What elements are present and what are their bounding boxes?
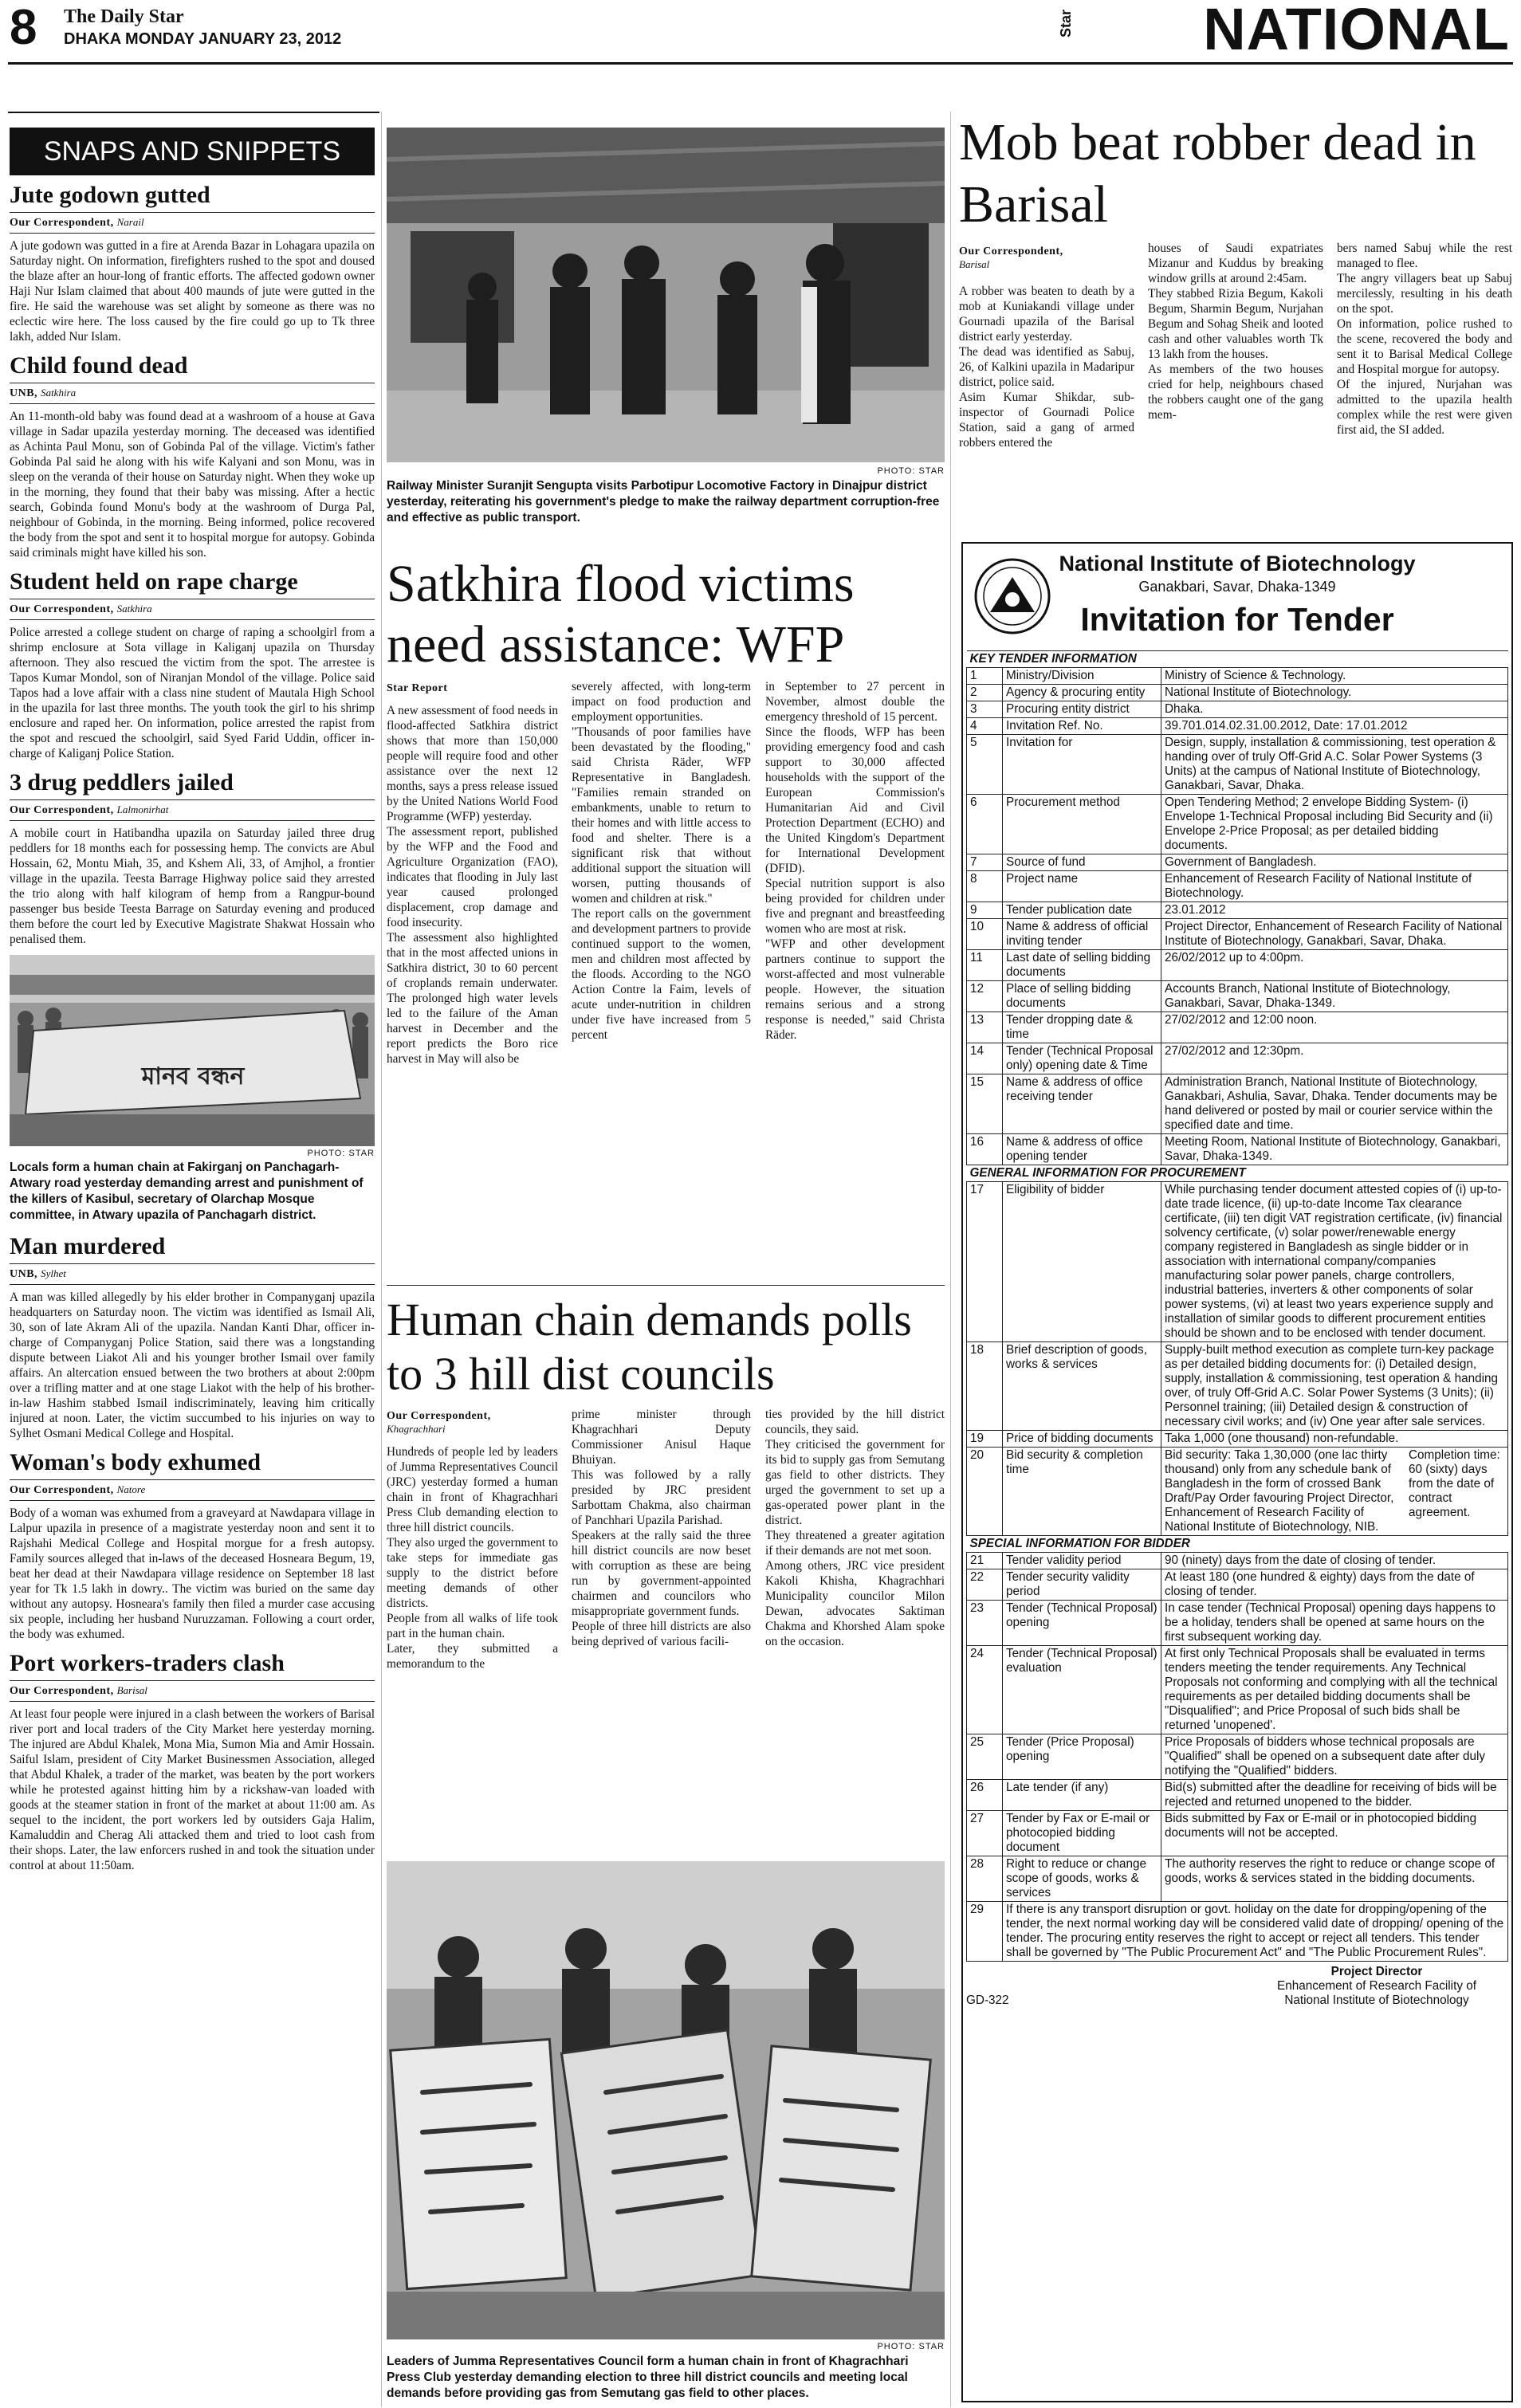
- snippet-rule: [10, 403, 375, 404]
- snippet-rule: [10, 1680, 375, 1681]
- tender-table: [966, 650, 1508, 1962]
- tender-notice: [961, 542, 1513, 2402]
- row-key: Tender (Technical Proposal) evaluation: [1003, 1646, 1161, 1734]
- article-text: bers named Sabuj while the rest managed to flee. The angry villagers beat up Sabuj mercilessly, resulting in his death on the spot. On information, police rushed to the scene, recovered the body and sent it to Barisal Medical College and Hospital morgue for autopsy. Of the injured, Nurjahan was admitted to the upazila health complex while the rest were given first aid, the SI added.: [1337, 242, 1512, 437]
- row-value: Supply-built method execution as complete turn-key package as per detailed bidding documents for: (i) Detailed design, supply, installation & commissioning, test operation & handing over, of truly Off-Grid A.C. Solar Power Systems (3 Units); (ii) Personnel training; (iii) Detailed design & construction of necessary civil works; and (iv) One year after sale services.: [1161, 1342, 1508, 1431]
- tender-row: [967, 854, 1508, 871]
- byline-location: Satkhira: [41, 387, 77, 399]
- tender-row: [967, 1431, 1508, 1448]
- article-text: A robber was beaten to death by a mob at Kuniakandi village under Gournadi upazila of the Barisal district early yesterday. The dead was identified as Sabuj, 26, of Kalkini upazila in Madaripur district, police said. Asim Kumar Shikdar, sub-inspector of Gournadi Police Station, said a gang of armed robbers entered the: [959, 285, 1134, 450]
- row-number: 7: [967, 854, 1003, 871]
- snippet: [10, 1650, 375, 1873]
- factory-visit-illustration: [387, 128, 945, 462]
- byline-location: Natore: [116, 1483, 146, 1495]
- completion-time: Completion time: 60 (sixty) days from the date of contract agreement.: [1409, 1448, 1500, 1519]
- tender-address: Ganakbari, Savar, Dhaka-1349: [1138, 579, 1336, 595]
- row-key: Eligibility of bidder: [1003, 1182, 1161, 1342]
- snippet-headline: Child found dead: [10, 352, 188, 379]
- satkhira-col-3: [765, 679, 945, 1043]
- row-key: Tender validity period: [1003, 1553, 1161, 1569]
- tender-section-header: [967, 651, 1508, 668]
- byline-text: Our Correspondent,: [959, 246, 1063, 257]
- tender-header: [966, 547, 1508, 650]
- snippet-headline: Student held on rape charge: [10, 568, 298, 595]
- khagrachhari-photo-caption: Leaders of Jumma Representatives Council form a human chain in front of Khagrachhari Press Club yesterday demanding election to three hill district councils and meeting local demands before providing gas from Semutang gas field to other places.: [387, 2355, 909, 2400]
- row-key: Invitation for: [1003, 735, 1161, 795]
- snippet: [10, 1449, 375, 1642]
- satkhira-col-2: [572, 679, 751, 1043]
- snippet-body: A jute godown was gutted in a fire at Arenda Bazar in Lohagara upazila on Saturday night. On information, firefighters rushed to the spot and doused the blaze after an hour-long of frantic efforts. The affected godown owner Haji Nur Islam claimed that about 400 maunds of jute were gutted in the fire. He said the warehouse was set alight by someone as there was no eclectic wire here. The loss caused by the fire could go up to Tk three lakh, added Nur Islam.: [10, 239, 375, 344]
- article-text: ties provided by the hill district councils, they said. They criticised the government for its bid to supply gas from Semutang gas field to other districts. They urged the government to set up a gas-operated power plant in the district. They threatened a greater agitation if their demands are not met soon. Among others, JRC vice president Kakoli Khisha, Khagrachhari Municipality councilor Milon Dewan, advocates Saktiman Chakma and Khorshed Alam spoke on the occasion.: [765, 1408, 945, 1648]
- article-text: houses of Saudi expatriates Mizanur and Kuddus by breaking window grills at around 2:45am. They stabbed Rizia Begum, Kakoli Begum, Sharmin Begum, Nurjahan Begum and Sohag Sheik and looted cash and other valuables worth Tk 13 lakh from the houses. As members of the two houses cried for help, neighbours chased the robbers caught one of the gang mem-: [1148, 242, 1323, 422]
- tender-row: [967, 1012, 1508, 1043]
- snippet-headline: 3 drug peddlers jailed: [10, 769, 234, 795]
- railway-photo: [387, 128, 945, 462]
- humanchain-col-1: [387, 1444, 558, 1671]
- snippet-byline: [10, 1267, 375, 1281]
- row-number: 15: [967, 1074, 1003, 1134]
- row-key: Name & address of office receiving tender: [1003, 1074, 1161, 1134]
- row-number: 1: [967, 668, 1003, 685]
- snippet-headline: Jute godown gutted: [10, 182, 210, 208]
- row-number: 23: [967, 1601, 1003, 1646]
- row-number: 17: [967, 1182, 1003, 1342]
- tender-row: [967, 735, 1508, 795]
- row-number: 26: [967, 1780, 1003, 1811]
- tender-row: [967, 668, 1508, 685]
- mob-col-1: [959, 284, 1134, 450]
- row-number: 12: [967, 981, 1003, 1012]
- mob-col-3: [1337, 241, 1512, 438]
- gd-number: GD-322: [966, 1994, 1009, 2007]
- tender-row: [967, 1569, 1508, 1601]
- snippet-rule: [10, 820, 375, 821]
- row-key: Name & address of office opening tender: [1003, 1134, 1161, 1165]
- snippet-byline: [10, 1684, 375, 1698]
- snippet-body: At least four people were injured in a clash between the workers of Barisal river port and local traders of the City Market here yesterday morning. The injured are Abdul Khalek, Mona Mia, Sumon Mia and Amir Hossain. Saiful Islam, president of City Market Businessmen Association, alleged that Abdul Khalek, a trader of the market, was beaten by the port workers while he protested against hitting him by a rickshaw-van loaded with goods at the steamer station in front of the market at about 11:00 am. As sequel to the incident, the port workers led by outsiders Gaja Halim, Kamaluddin and Cherag Ali attacked them and tried to loot cash from their shops. Later, the law enforcers rushed in and took the situation under control at about 11:50am.: [10, 1707, 375, 1872]
- byline-location: Sylhet: [41, 1267, 66, 1279]
- snippet-headline: Man murdered: [10, 1233, 166, 1259]
- row-value: National Institute of Biotechnology.: [1161, 685, 1508, 701]
- tender-row: [967, 902, 1508, 919]
- row-value: Price Proposals of bidders whose technical proposals are "Qualified" shall be opened on a subsequent date after duly notifying the "Qualified" bidders.: [1161, 1734, 1508, 1780]
- tender-row: [967, 718, 1508, 735]
- satkhira-col-1: [387, 703, 558, 1067]
- photo-credit: PHOTO: STAR: [307, 1149, 375, 1158]
- row-value: Taka 1,000 (one thousand) non-refundable.: [1161, 1431, 1508, 1448]
- row-number: 6: [967, 795, 1003, 854]
- section-label: KEY TENDER INFORMATION: [967, 651, 1508, 668]
- tender-row: [967, 1553, 1508, 1569]
- row-key: Last date of selling bidding documents: [1003, 950, 1161, 981]
- tender-row: [967, 1780, 1508, 1811]
- tender-row: [967, 1734, 1508, 1780]
- byline-text: Our Correspondent,: [10, 1484, 114, 1496]
- snaps-items: [10, 182, 375, 947]
- snippet-byline: [10, 216, 375, 230]
- row-number: 4: [967, 718, 1003, 735]
- article-text: in September to 27 percent in November, almost double the emergency threshold of 15 percent. Since the floods, WFP has been providing emergency food and cash support to 30,000 affected households with the support of the European Commission's Humanitarian Aid and Civil Protection Department (ECHO) and the United Kingdom's Department for International Development (DFID). Special nutrition support is also being provided for children under five and pregnant and breastfeeding women who are most at risk. "WFP and other development partners continue to support the worst-affected and most vulnerable people. However, the situation remains serious and a strong response is needed," said Christa Räder.: [765, 680, 945, 1042]
- snippet-rule: [10, 1701, 375, 1702]
- tender-row: [967, 685, 1508, 701]
- snippet-byline: [10, 387, 375, 400]
- row-value: At first only Technical Proposals shall be evaluated in terms tenders meeting the tender requirements. Any Technical Proposals not conforming and complying with all the technical requirements as per detailed bidding documents shall be "Disqualified"; and Price Proposal of such bids shall be returned 'unopened'.: [1161, 1646, 1508, 1734]
- railway-photo-credit: PHOTO: STAR: [877, 466, 945, 476]
- row-key: Tender publication date: [1003, 902, 1161, 919]
- row-number: 18: [967, 1342, 1003, 1431]
- mob-col-2: [1148, 241, 1323, 422]
- tender-row: [967, 950, 1508, 981]
- snippet-rule: [10, 212, 375, 213]
- row-key: Agency & procuring entity: [1003, 685, 1161, 701]
- mob-headline: Mob beat robber dead in Barisal: [959, 113, 1476, 234]
- row-number: 10: [967, 919, 1003, 950]
- humanchain-col-2: [572, 1407, 751, 1649]
- tender-row: [967, 1182, 1508, 1342]
- row-number: 2: [967, 685, 1003, 701]
- tender-row: [967, 1601, 1508, 1646]
- byline-location: Khagrachhari: [387, 1423, 446, 1435]
- row-number: 13: [967, 1012, 1003, 1043]
- snippet-byline: [10, 1483, 375, 1497]
- row-value: 23.01.2012: [1161, 902, 1508, 919]
- byline-text: Our Correspondent,: [10, 603, 114, 615]
- signature-line: Enhancement of Research Facility of: [1277, 1979, 1476, 1993]
- snippet: [10, 769, 375, 947]
- row-value: [1161, 1448, 1508, 1536]
- snippet-body: A mobile court in Hatibandha upazila on Saturday jailed three drug peddlers for 18 months each for possessing hemp. The convicts are Abul Hossain, 62, Montu Miah, 35, and Kshem Ali, 33, of Amjhol, a frontier village in the upazila. Teesta Barrage Highway police said they arrested the trio along with half kilogram of hemp from a Rangpur-bound passenger bus beside Teesta Barrage on Saturday evening and produced them before the court led by Executive Magistrate Shakwat Hossain who penalised them.: [10, 827, 375, 946]
- row-value: The authority reserves the right to reduce or change scope of goods, works & services stated in the bidding documents.: [1161, 1856, 1508, 1902]
- snippet-rule: [10, 619, 375, 620]
- row-key: Procurement method: [1003, 795, 1161, 854]
- row-value: 26/02/2012 up to 4:00pm.: [1161, 950, 1508, 981]
- row-number: 28: [967, 1856, 1003, 1902]
- snippet-body: Body of a woman was exhumed from a graveyard at Nawdapara village in Lalpur upazila in presence of a magistrate yesterday noon and sent it to Rajshahi Medical College and Hospital morgue for a fresh autopsy. Family sources alleged that in-laws of the deceased Hosneara Begum, 19, beat her dead at their Nawdapara village residence on September 18 last year for Tk 1.5 lakh in dowry.. The victim was buried on the same day without any autopsy. Hosneara's family then filed a murder case accusing six people, including her husband Nuruzzaman. Following a court order, the body was exhumed.: [10, 1506, 375, 1641]
- tender-row: [967, 1074, 1508, 1134]
- row-key: Ministry/Division: [1003, 668, 1161, 685]
- row-key: Invitation Ref. No.: [1003, 718, 1161, 735]
- section-title: NATIONAL: [1203, 0, 1510, 62]
- snippet-rule: [10, 799, 375, 800]
- row-key: Source of fund: [1003, 854, 1161, 871]
- byline-location: Barisal: [959, 258, 990, 270]
- row-number: 24: [967, 1646, 1003, 1734]
- tender-org: National Institute of Biotechnology: [1059, 552, 1416, 575]
- tender-section-header: [967, 1536, 1508, 1553]
- row-key: Tender (Technical Proposal only) opening date & Time: [1003, 1043, 1161, 1074]
- tender-row: [967, 1811, 1508, 1856]
- tender-row: [967, 795, 1508, 854]
- row-key: Brief description of goods, works & services: [1003, 1342, 1161, 1431]
- signature-block: [1277, 1965, 1476, 2008]
- article-text: Hundreds of people led by leaders of Jumma Representatives Council (JRC) yesterday formed a human chain in front of Khagrachhari Press Club demanding election to three hill district councils. They also urged the government to take steps for immediate gas supply to the district before meeting demands of other districts. People from all walks of life took part in the human chain. Later, they submitted a memorandum to the: [387, 1445, 558, 1671]
- page-number: 8: [10, 0, 37, 55]
- row-key: Project name: [1003, 871, 1161, 902]
- tender-row: [967, 1134, 1508, 1165]
- byline-location: Narail: [116, 216, 144, 228]
- row-key: Late tender (if any): [1003, 1780, 1161, 1811]
- snippet-byline: [10, 603, 375, 616]
- byline-text: UNB,: [10, 1268, 38, 1280]
- row-number: 16: [967, 1134, 1003, 1165]
- satkhira-headline: Satkhira flood victims need assistance: WFP: [387, 555, 855, 674]
- article-text: prime minister through Khagrachhari Deputy Commissioner Anisul Haque Bhuiyan. This was followed by a rally presided by JRC president Sarbottam Chakma, also chairman of Panchhari Upazila Parishad. Speakers at the rally said the three hill district councils are now beset with corruption as these are being run by government-appointed chairmen and councilors who misappropriate government funds. People of three hill districts are also being deprived of various facili-: [572, 1408, 751, 1648]
- khagrachhari-photo-credit: PHOTO: STAR: [877, 2342, 945, 2351]
- tender-section-header: [967, 1165, 1508, 1182]
- row-value: Project Director, Enhancement of Research Facility of National Institute of Biotechnology, Ganakbari, Savar, Dhaka.: [1161, 919, 1508, 950]
- row-number: 27: [967, 1811, 1003, 1856]
- row-value: 27/02/2012 and 12:30pm.: [1161, 1043, 1508, 1074]
- mob-byline: [959, 246, 1134, 272]
- row-value: Ministry of Science & Technology.: [1161, 668, 1508, 685]
- row-value: Open Tendering Method; 2 envelope Bidding System- (i) Envelope 1-Technical Proposal including Bid Security and (ii) Envelope 2-Price Proposal; as per detailed bidding documents.: [1161, 795, 1508, 854]
- row-value: 39.701.014.02.31.00.2012, Date: 17.01.2012: [1161, 718, 1508, 735]
- tender-row: [967, 1448, 1508, 1536]
- snaps-column: [10, 128, 375, 1881]
- row-value: While purchasing tender document attested copies of (i) up-to-date trade licence, (ii) up-to-date Income Tax clearance certificate, (iii) ten digit VAT registration certificate, (iv) financial solvency certificate, (v) solar power/renewable energy company registered in Bangladesh as single bidder or in association with international company/companies manufacturing solar power panels, charge controllers, industrial batteries, inverters & other components of solar power systems, (vi) at least two years experience supply and installation of similar goods to different procurement entities should be shown and to be enclosed with tender document.: [1161, 1182, 1508, 1342]
- paper-name: The Daily Star: [64, 6, 184, 27]
- snippet: [10, 352, 375, 560]
- tender-footer: [966, 1965, 1508, 2008]
- row-key: Bid security & completion time: [1003, 1448, 1161, 1536]
- railway-photo-caption: Railway Minister Suranjit Sengupta visits Parbotipur Locomotive Factory in Dinajpur district yesterday, reiterating his government's pledge to make the railway department corruption-free and effective as public transport.: [387, 479, 940, 524]
- tender-title: Invitation for Tender: [1080, 601, 1394, 638]
- section-label: SPECIAL INFORMATION FOR BIDDER: [967, 1536, 1508, 1553]
- snippet: [10, 1233, 375, 1441]
- byline-text: Our Correspondent,: [10, 804, 114, 816]
- tender-row: [967, 701, 1508, 718]
- byline-text: Our Correspondent,: [10, 1685, 114, 1697]
- row-value: Design, supply, installation & commissioning, test operation & handing over of truly Off-Grid A.C. Solar Power Systems (3 Units) at the campus of National Institute of Biotechnology, Ganakbari, Savar, Dhaka.: [1161, 735, 1508, 795]
- row-number: 29: [967, 1902, 1003, 1962]
- row-key: Name & address of official inviting tender: [1003, 919, 1161, 950]
- snippet-rule: [10, 1263, 375, 1264]
- row-key: Procuring entity district: [1003, 701, 1161, 718]
- tender-row: [967, 1902, 1508, 1962]
- crowd-photo-illustration: [10, 955, 375, 1146]
- column-divider: [381, 112, 382, 2407]
- humanchain-byline: [387, 1410, 558, 1436]
- row-value: Bids submitted by Fax or E-mail or in photocopied bidding documents will not be accepted.: [1161, 1811, 1508, 1856]
- column-divider: [950, 112, 951, 2407]
- row-key: Place of selling bidding documents: [1003, 981, 1161, 1012]
- row-key: Tender dropping date & time: [1003, 1012, 1161, 1043]
- humanchain-headline: Human chain demands polls to 3 hill dist councils: [387, 1294, 912, 1400]
- snippet: [10, 182, 375, 344]
- row-key: Tender by Fax or E-mail or photocopied bidding document: [1003, 1811, 1161, 1856]
- article-separator: [387, 1285, 945, 1286]
- row-value: 90 (ninety) days from the date of closing of tender.: [1161, 1553, 1508, 1569]
- tender-row: [967, 981, 1508, 1012]
- bid-security: Bid security: Taka 1,30,000 (one lac thirty thousand) only from any schedule bank of Bangladesh in the form of crossed Bank Draft/Pay Order favouring Project Director, Enhancement of Research Facility of National Institute of Biotechnology, NIB.: [1165, 1448, 1394, 1534]
- byline-text: Our Correspondent,: [387, 1410, 491, 1422]
- satkhira-byline: [387, 682, 558, 695]
- snippet-body: Police arrested a college student on charge of raping a schoolgirl from a shrimp enclosure at Sota village in Kaliganj upazila on Thursday afternoon. They also rescued the victim from the spot. The arrestee is Tapos Kumar Mondol, son of Niranjan Mondol of the village. Police said Tapos had a love affair with a class nine student of Mautala High School in the upazila for last three months. The youth took the girl to his shrimp enclosure and raped her. On information, police arrested the rapist from the spot and rescued the schoolgirl, said Syed Farid Uddin, officer in-charge of Kaliganj Police Station.: [10, 626, 375, 760]
- signature-line: National Institute of Biotechnology: [1284, 1994, 1469, 2007]
- row-value: In case tender (Technical Proposal) opening days happens to be a holiday, tenders shall be opened at same hours on the first subsequent working day.: [1161, 1601, 1508, 1646]
- article-text: severely affected, with long-term impact on food production and employment opportunities. "Thousands of poor families have been devastated by the flooding," said Christa Räder, WFP Representative in Bangladesh. "Families remain stranded on embankments, unable to return to their homes and with little access to food and shelter. There is a significant risk that without additional support the situation will worsen, putting thousands of women and children at risk." The report calls on the government and development partners to provide continued support to the women, men and children most affected by the floods. According to the NGO Action Contre la Faim, levels of acute under-nutrition in children under five have increased from 5 percent: [572, 680, 751, 1042]
- snippet: [10, 568, 375, 761]
- row-value: Dhaka.: [1161, 701, 1508, 718]
- row-value: Enhancement of Research Facility of National Institute of Biotechnology.: [1161, 871, 1508, 902]
- photo-caption: Locals form a human chain at Fakirganj on Panchagarh-Atwary road yesterday demanding arrest and punishment of the killers of Kasibul, secretary of Olarchap Mosque committee, in Atwary upazila of Panchagarh district.: [10, 1161, 364, 1222]
- byline-text: Our Correspondent,: [10, 217, 114, 229]
- row-key: Tender security validity period: [1003, 1569, 1161, 1601]
- snippet-rule: [10, 1284, 375, 1285]
- article-text: A new assessment of food needs in flood-affected Satkhira district shows that more than 150,000 people will require food and other assistance over the next 12 months, says a press release issued by the United Nations World Food Programme (WFP) yesterday. The assessment report, published by the WFP and the Food and Agriculture Organization (FAO), indicates that flooding in July last year caused prolonged displacement, crop damage and food insecurity. The assessment also highlighted that in the most affected unions in Satkhira district, 30 to 60 percent of croplands remain underwater. The prolonged high water levels led to the failure of the Aman harvest in December and the report predicts the Boro rice harvest in May will also be: [387, 704, 558, 1066]
- row-value: Bid(s) submitted after the deadline for receiving of bids will be rejected and returned unopened to the bidder.: [1161, 1780, 1508, 1811]
- row-number: 3: [967, 701, 1003, 718]
- tender-row: [967, 1856, 1508, 1902]
- row-number: 19: [967, 1431, 1003, 1448]
- row-key: Tender (Technical Proposal) opening: [1003, 1601, 1161, 1646]
- snippet-body: A man was killed allegedly by his elder brother in Companyganj upazila headquarters on Saturday noon. The victim was identified as Ismail Ali, 30, son of late Akram Ali of the upazila. Nandan Kanti Dhar, officer in-charge of Companyganj Police Station, said there was a longstanding dispute between Liakot Ali and his younger brother Ismail over family affairs. An altercation ensued between the two brothers at about 2:00pm over a trifling matter and at one stage Liakot with the help of his brother-in-law Hashim stabbed Ismail indiscriminately, leaving him critically injured at noon. Later, the victim succumbed to his injuries on way to Sylhet Osmani Medical College and Hospital.: [10, 1290, 375, 1440]
- row-number: 21: [967, 1553, 1003, 1569]
- byline-location: Barisal: [116, 1684, 147, 1696]
- row-value: Administration Branch, National Institute of Biotechnology, Ganakbari, Ashulia, Savar, Dhaka. Tender documents may be hand delivered or posted by mail or courier service within the specified date and time.: [1161, 1074, 1508, 1134]
- protest-illustration: [387, 1861, 945, 2339]
- snippet-body: An 11-month-old baby was found dead at a washroom of a house at Gava village in Sadar upazila yesterday morning. The deceased was identified as Achinta Paul Monu, son of Gobinda Pal of the village. Victim's father Gobinda Pal said he along with his wife Kalyani and son Monu, was in sleep on the veranda of their house on Saturday night. When they woke up in the morning, they found that their baby was missing. After a hectic search, Gobinda found Monu's body at the washroom of Durga Pal, neighbour of Gobinda, in the morning. Being informed, police recovered the body from the spot and sent it to hospital morgue for autopsy. Gobinda said criminals might have killed his son.: [10, 410, 375, 560]
- snippet-rule: [10, 1500, 375, 1501]
- snippet-headline: Woman's body exhumed: [10, 1449, 261, 1475]
- section-label: GENERAL INFORMATION FOR PROCUREMENT: [967, 1165, 1508, 1182]
- human-chain-photo-panchagarh: [10, 955, 375, 1146]
- column-top-rule: [8, 112, 379, 113]
- byline-location: Satkhira: [116, 603, 152, 615]
- banner-text: মানব বন্ধন: [141, 1063, 245, 1090]
- humanchain-col-3: [765, 1407, 945, 1649]
- khagrachhari-photo: [387, 1861, 945, 2339]
- row-number: 25: [967, 1734, 1003, 1780]
- row-number: 8: [967, 871, 1003, 902]
- tender-row: [967, 1043, 1508, 1074]
- tender-row: [967, 1646, 1508, 1734]
- row-key: Tender (Price Proposal) opening: [1003, 1734, 1161, 1780]
- tender-row: [967, 871, 1508, 902]
- signature-title: Project Director: [1330, 1965, 1423, 1978]
- row-number: 5: [967, 735, 1003, 795]
- byline-location: Lalmonirhat: [116, 803, 169, 815]
- byline-text: UNB,: [10, 387, 38, 399]
- row-number: 9: [967, 902, 1003, 919]
- row-number: 14: [967, 1043, 1003, 1074]
- dateline: DHAKA MONDAY JANUARY 23, 2012: [64, 30, 342, 48]
- snaps-items-2: [10, 1233, 375, 1873]
- row-value: 27/02/2012 and 12:00 noon.: [1161, 1012, 1508, 1043]
- byline-text: Star Report: [387, 682, 448, 694]
- snippet-headline: Port workers-traders clash: [10, 1650, 285, 1676]
- row-value: If there is any transport disruption or govt. holiday on the date for dropping/opening of the tender, the next normal working day will be considered valid date of dropping/ opening of the tender. The procuring entity reserves the right to accept or reject all tenders. This tender shall be governed by "The Public Procurement Act" and "The Public Procurement Rules".: [1003, 1902, 1508, 1962]
- row-key: Price of bidding documents: [1003, 1431, 1161, 1448]
- row-number: 22: [967, 1569, 1003, 1601]
- row-number: 11: [967, 950, 1003, 981]
- row-value: Meeting Room, National Institute of Biotechnology, Ganakbari, Savar, Dhaka-1349.: [1161, 1134, 1508, 1165]
- row-value: At least 180 (one hundred & eighty) days from the date of closing of tender.: [1161, 1569, 1508, 1601]
- snaps-title: SNAPS AND SNIPPETS: [10, 128, 375, 175]
- masthead-rule: [8, 62, 1513, 65]
- snippet-byline: [10, 803, 375, 817]
- row-key: Right to reduce or change scope of goods, works & services: [1003, 1856, 1161, 1902]
- row-number: 20: [967, 1448, 1003, 1536]
- section-mark: Star: [1058, 10, 1074, 38]
- row-value: Government of Bangladesh.: [1161, 854, 1508, 871]
- tender-row: [967, 1342, 1508, 1431]
- bid-security-split: [1165, 1448, 1504, 1534]
- row-value: Accounts Branch, National Institute of Biotechnology, Ganakbari, Savar, Dhaka-1349.: [1161, 981, 1508, 1012]
- snippet-rule: [10, 1479, 375, 1480]
- tender-row: [967, 919, 1508, 950]
- snippet-rule: [10, 233, 375, 234]
